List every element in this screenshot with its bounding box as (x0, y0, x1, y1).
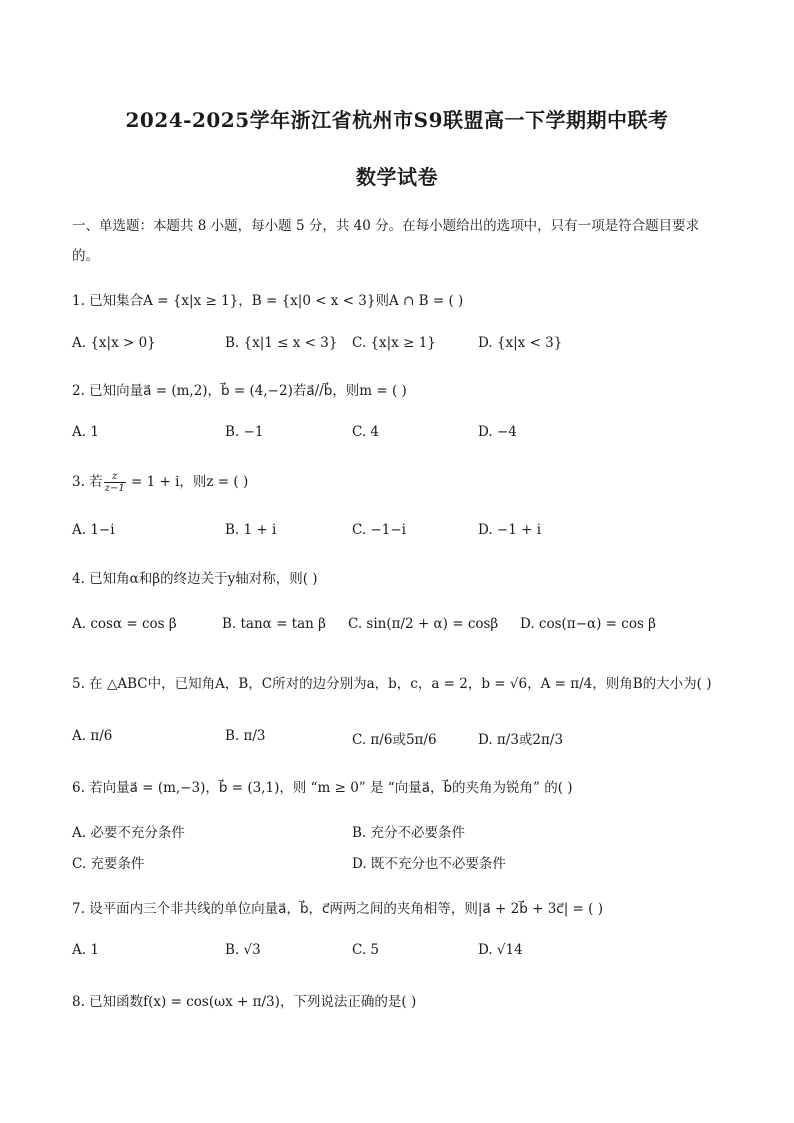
question-1-option-a: A. {x|x > 0} (72, 335, 156, 351)
question-4-option-b: B. tanα = tan β (222, 616, 326, 632)
question-1-stem: 1. 已知集合A = {x|x ≥ 1}，B = {x|0 < x < 3}则A ∩ B = ( ) (72, 293, 464, 309)
question-4-stem: 4. 已知角α和β的终边关于y轴对称，则( ) (72, 571, 318, 587)
question-3-stem-post: = 1 + i，则z = ( ) (126, 474, 249, 490)
question-3-option-c: C. −1−i (352, 522, 406, 538)
question-6-stem: 6. 若向量a⃗ = (m,−3)，b⃗ = (3,1)，则 “m ≥ 0” 是 “向量a⃗，b⃗的夹角为锐角” 的( ) (72, 780, 573, 796)
question-2-option-a: A. 1 (72, 424, 99, 440)
question-5-option-b: B. π/3 (225, 728, 266, 744)
question-1-option-c: C. {x|x ≥ 1} (352, 335, 436, 351)
question-1-option-b: B. {x|1 ≤ x < 3} (225, 335, 338, 351)
question-5-option-c: C. π/6或5π/6 (352, 732, 437, 748)
question-7-option-c: C. 5 (352, 942, 380, 958)
question-1-option-d: D. {x|x < 3} (478, 335, 563, 351)
fraction-denominator: z−1 (104, 483, 125, 494)
question-3-stem (72, 470, 248, 494)
question-6-option-a: A. 必要不充分条件 (72, 825, 185, 841)
page-subtitle: 数学试卷 (356, 165, 438, 189)
question-5-stem: 5. 在 △ABC中，已知角A，B，C所对的边分别为a，b，c，a = 2，b = √6，A = π/4，则角B的大小为( ) (72, 676, 712, 692)
question-7-stem: 7. 设平面内三个非共线的单位向量a⃗，b⃗，c⃗两两之间的夹角相等，则|a⃗ + 2b⃗ + 3c⃗| = ( ) (72, 901, 603, 917)
question-4-option-c: C. sin(π/2 + α) = cosβ (348, 616, 499, 632)
question-5-option-d: D. π/3或2π/3 (478, 732, 564, 748)
question-7-option-d: D. √14 (478, 942, 523, 958)
question-3-fraction (104, 471, 126, 494)
section-instructions: 一、单选题：本题共 8 小题，每小题 5 分，共 40 分。在每小题给出的选项中，只有一项是符合题目要求 (72, 218, 700, 234)
question-2-option-b: B. −1 (225, 424, 264, 440)
page-title: 2024-2025学年浙江省杭州市S9联盟高一下学期期中联考 (125, 108, 669, 132)
question-4-option-d: D. cos(π−α) = cos β (520, 616, 656, 632)
question-2-option-d: D. −4 (478, 424, 517, 440)
question-4-option-a: A. cosα = cos β (72, 616, 177, 632)
question-3-stem-pre: 3. 若 (72, 474, 103, 490)
question-3-option-d: D. −1 + i (478, 522, 542, 538)
question-2-option-c: C. 4 (352, 424, 380, 440)
section-instructions-cont: 的。 (72, 248, 99, 264)
question-6-option-b: B. 充分不必要条件 (352, 825, 466, 841)
question-7-option-a: A. 1 (72, 942, 99, 958)
question-3-option-b: B. 1 + i (225, 522, 277, 538)
question-6-option-c: C. 充要条件 (72, 856, 145, 872)
question-8-stem: 8. 已知函数f(x) = cos(ωx + π/3)，下列说法正确的是( ) (72, 994, 417, 1010)
question-6-option-d: D. 既不充分也不必要条件 (352, 856, 506, 872)
question-3-option-a: A. 1−i (72, 522, 115, 538)
question-7-option-b: B. √3 (225, 942, 261, 958)
question-2-stem: 2. 已知向量a⃗ = (m,2)，b⃗ = (4,−2)若a⃗//b⃗，则m = ( ) (72, 383, 407, 399)
fraction-numerator: z (104, 471, 126, 483)
question-5-option-a: A. π/6 (72, 728, 113, 744)
